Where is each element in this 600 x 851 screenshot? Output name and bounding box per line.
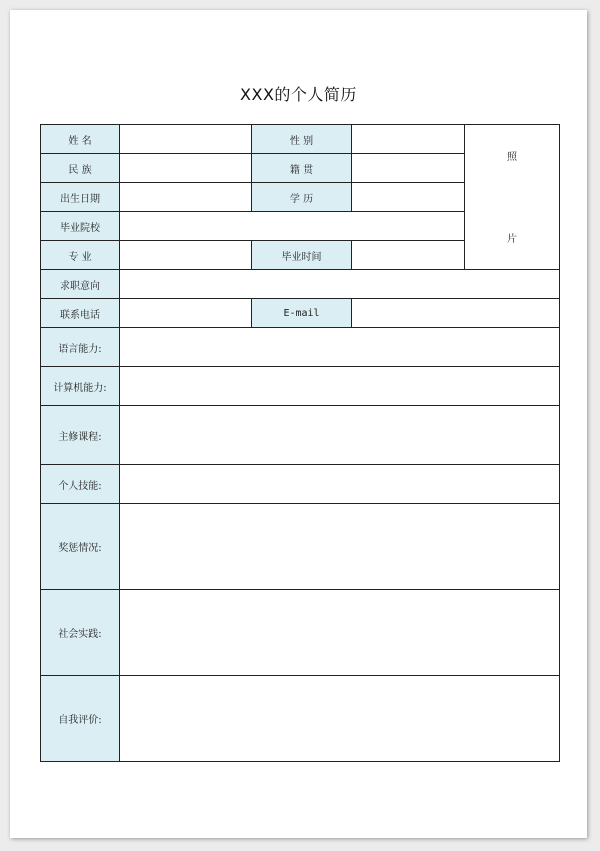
- field-courses[interactable]: [120, 406, 560, 465]
- row-job-intention: [41, 270, 560, 299]
- label-native-place: 籍 贯: [252, 154, 352, 183]
- row-computer: [41, 367, 560, 406]
- row-skills: [41, 465, 560, 504]
- label-school: 毕业院校: [41, 212, 120, 241]
- field-native-place[interactable]: [352, 154, 465, 183]
- field-graduation-time[interactable]: [352, 241, 465, 270]
- resume-table: [40, 124, 560, 762]
- row-contact: [41, 299, 560, 328]
- label-phone: 联系电话: [41, 299, 120, 328]
- field-major[interactable]: [120, 241, 252, 270]
- field-job-intention[interactable]: [120, 270, 560, 299]
- field-gender[interactable]: [352, 125, 465, 154]
- label-major: 专 业: [41, 241, 120, 270]
- label-practice: 社会实践:: [41, 590, 120, 676]
- field-language[interactable]: [120, 328, 560, 367]
- label-education: 学 历: [252, 183, 352, 212]
- row-practice: [41, 590, 560, 676]
- label-awards: 奖惩情况:: [41, 504, 120, 590]
- field-school[interactable]: [120, 212, 465, 241]
- field-self-evaluation[interactable]: [120, 676, 560, 762]
- row-self-evaluation: [41, 676, 560, 762]
- photo-label-bottom: 片: [507, 234, 517, 245]
- row-language: [41, 328, 560, 367]
- field-name[interactable]: [120, 125, 252, 154]
- resume-title: XXX的个人简历: [240, 85, 357, 104]
- row-courses: [41, 406, 560, 465]
- label-ethnicity: 民 族: [41, 154, 120, 183]
- label-language: 语言能力:: [41, 328, 120, 367]
- photo-label-top: 照: [507, 152, 517, 163]
- label-graduation-time: 毕业时间: [252, 241, 352, 270]
- field-computer[interactable]: [120, 367, 560, 406]
- field-ethnicity[interactable]: [120, 154, 252, 183]
- document-page: [10, 10, 587, 838]
- label-courses: 主修课程:: [41, 406, 120, 465]
- label-self-evaluation: 自我评价:: [41, 676, 120, 762]
- row-awards: [41, 504, 560, 590]
- field-awards[interactable]: [120, 504, 560, 590]
- label-job-intention: 求职意向: [41, 270, 120, 299]
- label-gender: 性 别: [252, 125, 352, 154]
- field-phone[interactable]: [120, 299, 252, 328]
- label-birth-date: 出生日期: [41, 183, 120, 212]
- label-computer: 计算机能力:: [41, 367, 120, 406]
- field-practice[interactable]: [120, 590, 560, 676]
- field-birth-date[interactable]: [120, 183, 252, 212]
- photo-box[interactable]: [465, 125, 560, 270]
- field-email[interactable]: [352, 299, 560, 328]
- field-skills[interactable]: [120, 465, 560, 504]
- row-name: [41, 125, 560, 154]
- label-skills: 个人技能:: [41, 465, 120, 504]
- label-email: E-mail: [252, 299, 352, 328]
- field-education[interactable]: [352, 183, 465, 212]
- label-name: 姓 名: [41, 125, 120, 154]
